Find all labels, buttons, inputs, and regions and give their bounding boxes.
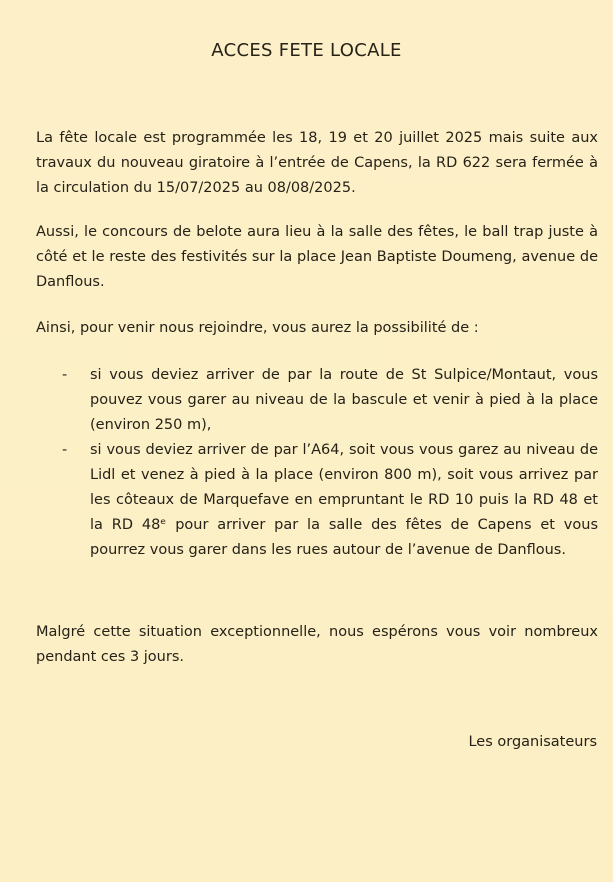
paragraph-closing: Malgré cette situation exceptionnelle, nous espérons vous voir nombreux pendant ces 3 jours. <box>36 624 598 665</box>
bullet-marker: - <box>62 442 68 458</box>
signature: Les organisateurs <box>468 734 597 750</box>
list-item-text: si vous deviez arriver de par l’A64, soit vous vous garez au niveau de Lidl et venez à pied à la place (environ 800 m), soit vous arrivez par les côteaux de Marquefave en empruntant le RD 10 puis la RD 48 et la RD 48ᵉ pour arriver par la salle des fêtes de Capens et vous pourrez vous garer dans les rues autour de l’avenue de Danflous. <box>90 442 598 558</box>
paragraph-access-intro: Ainsi, pour venir nous rejoindre, vous aurez la possibilité de : <box>36 320 479 336</box>
document-title: ACCES FETE LOCALE <box>211 40 402 61</box>
paragraph-event-locations: Aussi, le concours de belote aura lieu à la salle des fêtes, le ball trap juste à côté et le reste des festivités sur la place Jean Baptiste Doumeng, avenue de Danflous. <box>36 224 598 290</box>
list-item-text: si vous deviez arriver de par la route de St Sulpice/Montaut, vous pouvez vous garer au niveau de la bascule et venir à pied à la place (environ 250 m), <box>90 367 598 433</box>
bullet-marker: - <box>62 367 68 383</box>
access-options-list <box>0 363 613 563</box>
list-item <box>0 438 598 563</box>
list-item <box>0 363 598 438</box>
paragraph-closure-notice: La fête locale est programmée les 18, 19 et 20 juillet 2025 mais suite aux travaux du nouveau giratoire à l’entrée de Capens, la RD 622 sera fermée à la circulation du 15/07/2025 au 08/08/2025. <box>36 130 598 196</box>
